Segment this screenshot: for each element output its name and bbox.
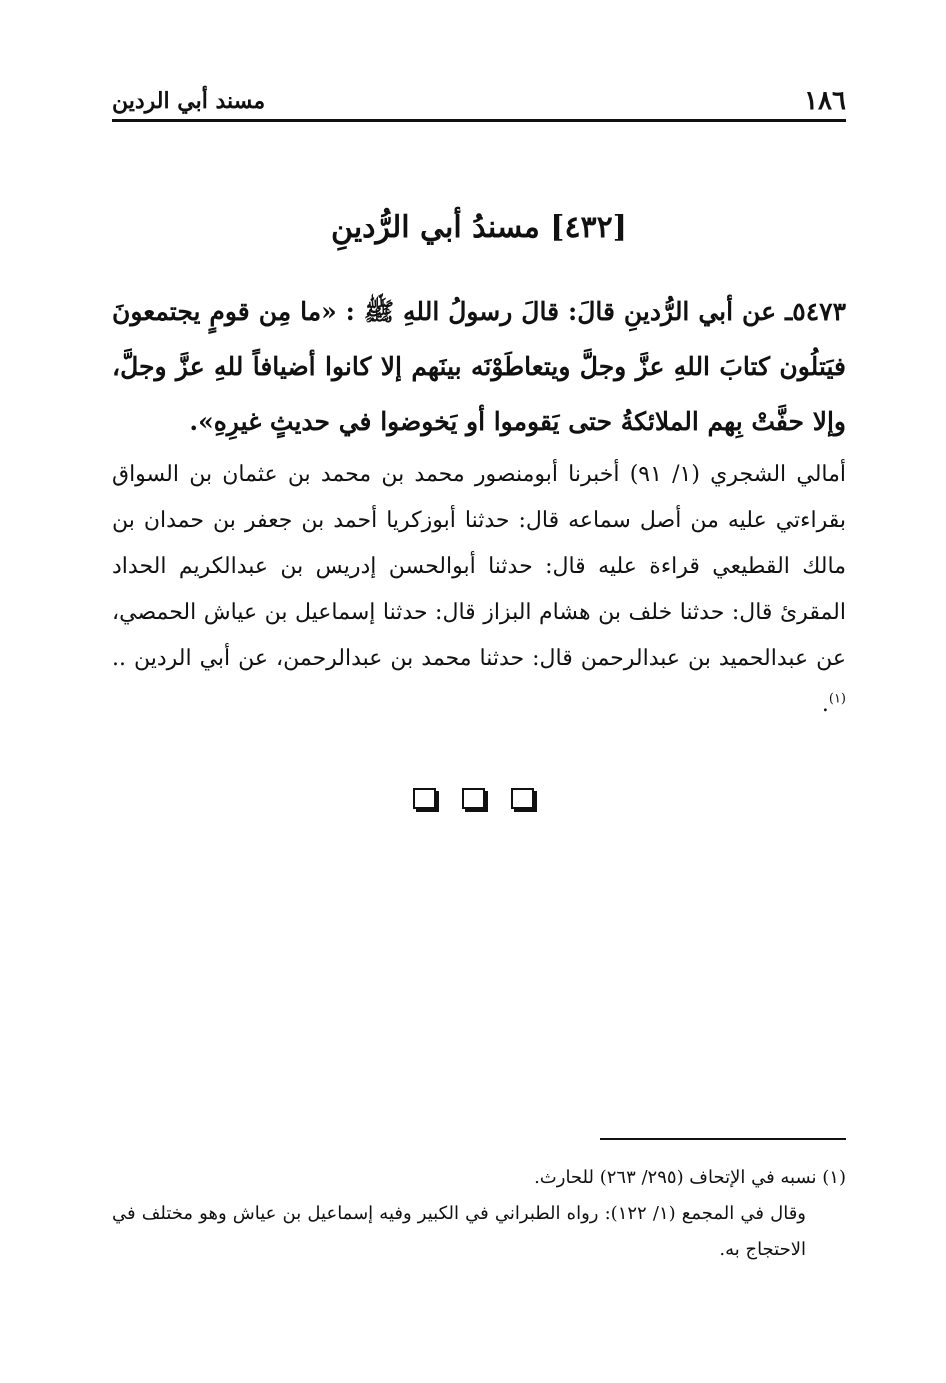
sanad-end: . xyxy=(821,692,829,717)
sanad-paragraph xyxy=(112,452,846,728)
footnote-text: (١) نسبه في الإتحاف (٢٩٥/ ٢٦٣) للحارث. xyxy=(534,1167,846,1188)
chapter-title: [٤٣٢] مسندُ أبي الرُّدينِ xyxy=(331,210,627,245)
header-rule xyxy=(112,119,846,122)
footnote-1 xyxy=(112,1160,846,1268)
sanad-text: أمالي الشجري (١/ ٩١) أخبرنا أبومنصور محمد بن محمد بن عثمان بن السواق بقراءتي عليه من أصل سماعه قال: حدثنا أبوزكريا أحمد بن جعفر بن حمدان بن مالك القطيعي قراءة عليه قال: حدثنا أبوالحسن إدريس بن عبدالكريم الحداد المقرئ قال: حدثنا خلف بن هشام البزاز قال: حدثنا إسماعيل بن عياش الحمصي، عن عبدالحميد بن عبدالرحمن قال: حدثنا محمد بن عبدالرحمن، عن أبي الردين .. xyxy=(112,462,847,671)
page-number: ١٨٦ xyxy=(804,86,846,116)
section-separator xyxy=(0,788,946,809)
page-header xyxy=(112,82,846,122)
footnote-reference[interactable]: (١) xyxy=(828,691,846,707)
hadith-text: ٥٤٧٣ـ عن أبي الرُّدينِ قالَ: قالَ رسولُ اللهِ ﷺ : «ما مِن قومٍ يجتمعونَ فيَتلُون كتابَ اللهِ عزَّ وجلَّ ويتعاطَوْنَه بينَهم إلا كانوا أضيافاً للهِ عزَّ وجلَّ، وإلا حفَّتْ بِهم الملائكةُ حتى يَقوموا أو يَخوضوا في حديثٍ غيرِهِ». xyxy=(112,297,846,436)
footnotes xyxy=(112,1160,846,1268)
box-icon xyxy=(511,788,534,809)
box-icon xyxy=(413,788,436,809)
footnote-continuation: وقال في المجمع (١/ ١٢٢): رواه الطبراني في الكبير وفيه إسماعيل بن عياش وهو مختلف في الاحتجاج به. xyxy=(112,1203,806,1260)
footnote-rule xyxy=(600,1138,846,1140)
box-icon xyxy=(462,788,485,809)
running-title: مسند أبي الردين xyxy=(112,88,266,114)
